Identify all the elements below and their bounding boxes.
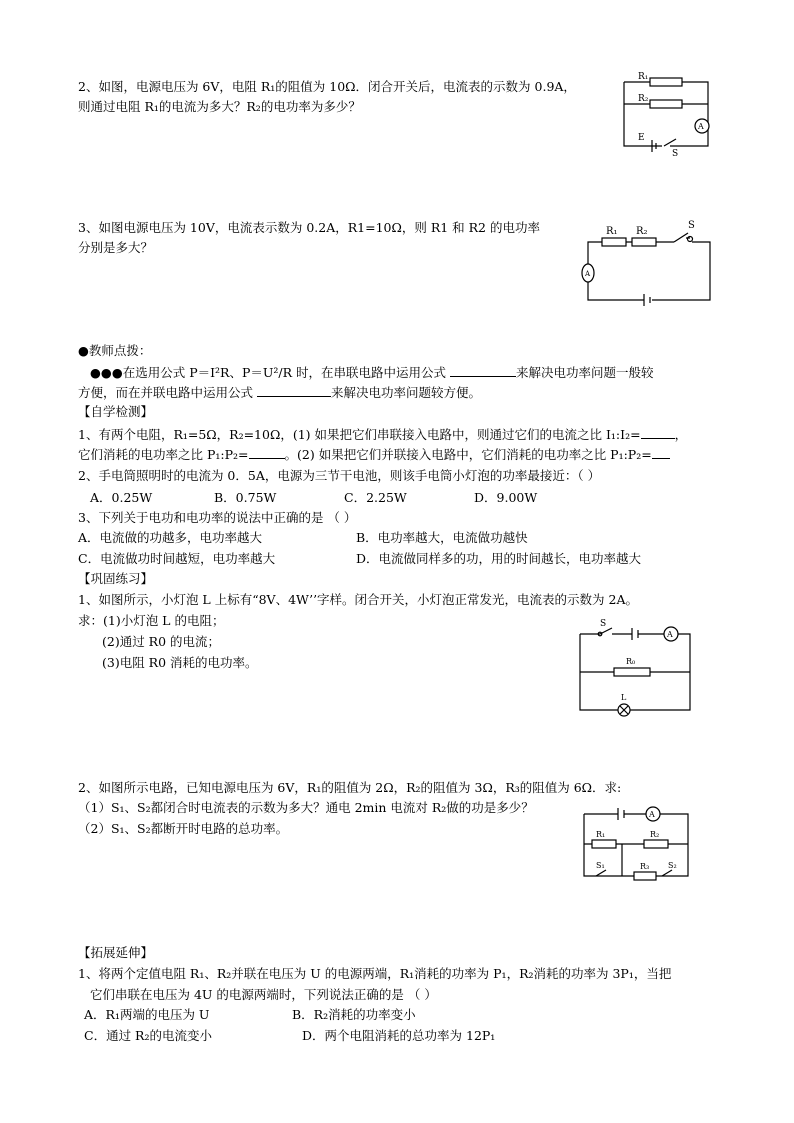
- q3-fig-r2: R₂: [636, 226, 648, 237]
- q2-circuit-figure: [612, 68, 722, 158]
- practice-q1-line2: 求：(1)小灯泡 L 的电阻；: [78, 613, 225, 628]
- q2-fig-r1: R₁: [638, 72, 649, 82]
- practice-q1-line3: (2)通过 R0 的电流；: [102, 634, 221, 649]
- practice-fig1-a: A: [667, 630, 673, 639]
- teacher-line1: ●●●在选用公式 P＝I²R、P＝U²/R 时，在串联电路中运用公式 来解决电功率问题一般较: [90, 365, 654, 380]
- extend-option-d: D．两个电阻消耗的总功率为 12P₁: [302, 1028, 496, 1043]
- selfcheck-q3-option-b: B．电功率越大，电流做功越快: [356, 530, 528, 545]
- selfcheck-q3-option-c: C．电流做功时间越短，电功率越大: [78, 551, 276, 566]
- practice-fig2-r3: R₃: [640, 862, 650, 871]
- selfcheck-q2-option-a: A．0.25W: [90, 490, 153, 505]
- q3-fig-r1: R₁: [606, 226, 618, 237]
- q2-fig-r2: R₂: [638, 94, 649, 104]
- practice-q1-circuit-figure: [574, 616, 700, 720]
- practice-fig2-a: A: [649, 810, 655, 819]
- selfcheck-q3-option-a: A．电流做的功越多，电功率越大: [78, 530, 263, 545]
- practice-fig2-s1: S₁: [596, 861, 605, 870]
- extend-heading: 【拓展延伸】: [78, 945, 154, 960]
- selfcheck-q1-line2: 它们消耗的电功率之比 P₁:P₂= 。(2) 如果把它们并联接入电路中，它们消耗的电功率之比 P₁:P₂=: [78, 446, 670, 463]
- q2-line2: 则通过电阻 R₁的电流为多大？R₂的电功率为多少？: [78, 99, 361, 114]
- answer-blank-series-power[interactable]: [249, 446, 285, 459]
- practice-fig2-s2: S₂: [668, 861, 677, 870]
- q3-fig-s: S: [688, 220, 695, 231]
- selfcheck-q3-option-d: D．电流做同样多的功，用的时间越长，电功率越大: [356, 551, 642, 566]
- q3-circuit-figure: [570, 218, 720, 308]
- answer-blank-current-ratio[interactable]: [641, 426, 675, 439]
- practice-fig2-r1: R₁: [596, 830, 606, 839]
- practice-heading: 【巩固练习】: [78, 571, 154, 586]
- formula-blank-series[interactable]: [450, 364, 516, 377]
- practice-q1-line4: (3)电阻 R0 消耗的电功率。: [102, 655, 258, 670]
- q3-line1: 3、如图电源电压为 10V，电流表示数为 0.2A，R1=10Ω，则 R1 和 R2 的电功率: [78, 220, 540, 235]
- practice-q2-line2: （1）S₁、S₂都闭合时电流表的示数为多大？通电 2min 电流对 R₂做的功是多少？: [78, 800, 534, 815]
- selfcheck-q2-option-b: B．0.75W: [214, 490, 277, 505]
- selfcheck-q1-line1: 1、有两个电阻，R₁=5Ω，R₂=10Ω，(1) 如果把它们串联接入电路中，则通过它们的电流之比 I₁:I₂= ，: [78, 427, 688, 442]
- practice-fig1-r0: R₀: [626, 657, 636, 666]
- selfcheck-q3: 3、下列关于电功和电功率的说法中正确的是 （ ）: [78, 510, 357, 525]
- practice-fig2-r2: R₂: [650, 830, 660, 839]
- extend-option-c: C．通过 R₂的电流变小: [84, 1028, 212, 1043]
- q2-fig-s: S: [672, 149, 679, 158]
- selfcheck-heading: 【自学检测】: [78, 404, 154, 419]
- formula-blank-parallel[interactable]: [257, 384, 331, 397]
- q2-fig-a: A: [698, 122, 704, 131]
- selfcheck-q2-option-d: D．9.00W: [474, 490, 538, 505]
- practice-q1-line1: 1、如图所示，小灯泡 L 上标有“8V、4W’’字样。闭合开关，小灯泡正常发光，电流表的示数为 2A。: [78, 592, 639, 607]
- practice-q2-line3: （2）S₁、S₂都断开时电路的总功率。: [78, 821, 289, 836]
- q3-fig-a: A: [585, 270, 591, 278]
- q3-line2: 分别是多大？: [78, 240, 154, 255]
- practice-q2-line1: 2、如图所示电路，已知电源电压为 6V，R₁的阻值为 2Ω，R₂的阻值为 3Ω，R₃的阻值为 6Ω．求:: [78, 780, 622, 795]
- extend-q1-line1: 1、将两个定值电阻 R₁、R₂并联在电压为 U 的电源两端，R₁消耗的功率为 P₁，R₂消耗的功率为 3P₁，当把: [78, 966, 672, 981]
- extend-option-b: B．R₂消耗的功率变小: [292, 1007, 416, 1022]
- q2-line1: 2、如图，电源电压为 6V，电阻 R₁的阻值为 10Ω．闭合开关后，电流表的示数为 0.9A，: [78, 79, 576, 94]
- selfcheck-q2-option-c: C．2.25W: [344, 490, 407, 505]
- practice-fig1-l: L: [621, 693, 627, 702]
- answer-blank-parallel-power[interactable]: [652, 446, 670, 459]
- practice-fig1-s: S: [600, 619, 607, 629]
- teacher-line2: 方便，而在并联电路中运用公式 来解决电功率问题较方便。: [78, 385, 482, 400]
- extend-q1-line2: 它们串联在电压为 4U 的电源两端时，下列说法正确的是 （ ）: [90, 987, 437, 1002]
- practice-q2-circuit-figure: [576, 804, 696, 884]
- selfcheck-q2: 2、手电筒照明时的电流为 0．5A，电源为三节干电池，则该手电筒小灯泡的功率最接近：（ ）: [78, 468, 601, 483]
- q2-fig-e: E: [638, 133, 645, 143]
- teacher-heading: ●教师点拨：: [78, 343, 152, 358]
- extend-option-a: A．R₁两端的电压为 U: [84, 1007, 210, 1022]
